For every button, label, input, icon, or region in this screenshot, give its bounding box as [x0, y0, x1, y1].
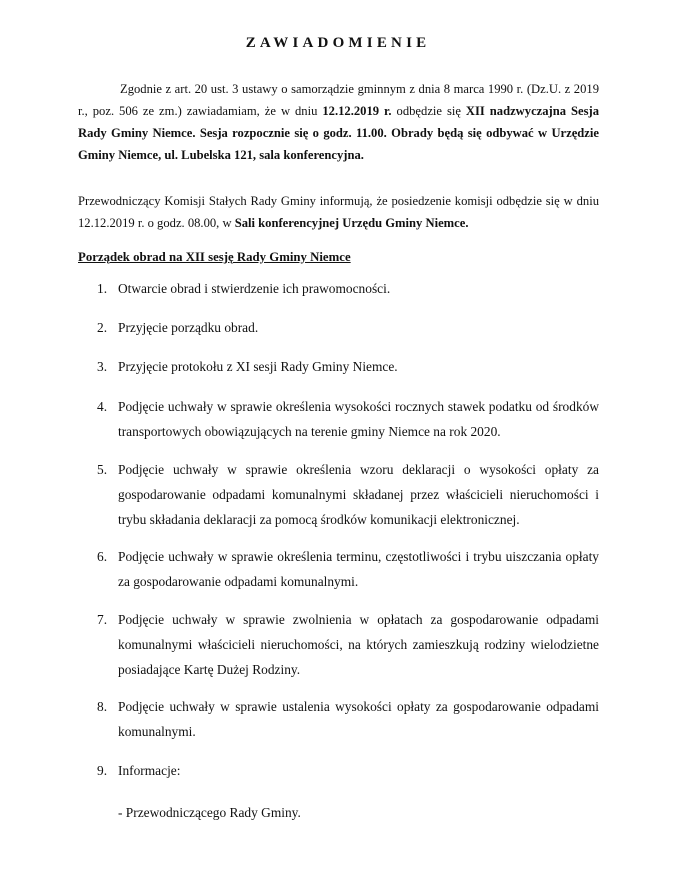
- agenda-item: [97, 394, 599, 444]
- announcement-text-2: odbędzie się: [391, 104, 466, 118]
- agenda-item-number: 1.: [97, 281, 108, 296]
- session-date: 12.12.2019 r.: [322, 104, 392, 118]
- agenda-item-text: Podjęcie uchwały w sprawie ustalenia wysokości opłaty za gospodarowanie odpadami komunalnymi.: [118, 699, 599, 739]
- agenda-item-number: 8.: [97, 699, 108, 714]
- agenda-item-number: 2.: [97, 320, 108, 335]
- agenda-item-number: 5.: [97, 462, 108, 477]
- agenda-item: [97, 694, 599, 744]
- agenda-item-text: Podjęcie uchwały w sprawie zwolnienia w opłatach za gospodarowanie odpadami komunalnymi właścicieli nieruchomości, na których zamieszkują rodziny wielodzietne posiadające Kartę Dużej Rodziny.: [118, 612, 599, 677]
- agenda-item-text: Podjęcie uchwały w sprawie określenia wysokości rocznych stawek podatku od środków transportowych obowiązujących na terenie gminy Niemce na rok 2020.: [118, 399, 599, 439]
- agenda-item: [97, 758, 599, 783]
- agenda-item: [97, 315, 599, 340]
- committee-text: Przewodniczący Komisji Stałych Rady Gminy informują, że posiedzenie komisji odbędzie się w dniu 12.12.2019 r. o godz. 08.00, w: [78, 194, 599, 230]
- committee-location: Sali konferencyjnej Urzędu Gminy Niemce.: [234, 216, 469, 230]
- agenda-item-text: Informacje:: [118, 763, 181, 778]
- agenda-heading: Porządek obrad na XII sesję Rady Gminy Niemce: [78, 250, 351, 264]
- agenda-item-number: 7.: [97, 612, 108, 627]
- agenda-item-text: Podjęcie uchwały w sprawie określenia terminu, częstotliwości i trybu uiszczania opłaty za gospodarowanie odpadami komunalnymi.: [118, 549, 599, 589]
- agenda-item: [97, 544, 599, 594]
- committee-paragraph: [78, 190, 599, 234]
- agenda-item: [97, 276, 599, 301]
- agenda-item-text: Przyjęcie porządku obrad.: [118, 320, 259, 335]
- agenda-item-text: Przyjęcie protokołu z XI sesji Rady Gminy Niemce.: [118, 359, 398, 374]
- agenda-sub-item: - Przewodniczącego Rady Gminy.: [118, 805, 301, 820]
- announcement-text-1: Zgodnie z art. 20 ust. 3 ustawy o samorządzie gminnym z dnia 8 marca 1990 r. (Dz.U. z 2019 r., poz. 506 ze zm.) zawiadamiam, że w dniu: [78, 82, 599, 118]
- agenda-item: [97, 607, 599, 682]
- agenda-item-text: Otwarcie obrad i stwierdzenie ich prawomocności.: [118, 281, 391, 296]
- agenda-item-number: 6.: [97, 549, 108, 564]
- agenda-item: [97, 457, 599, 532]
- session-details: XII nadzwyczajna Sesja Rady Gminy Niemce. Sesja rozpocznie się o godz. 11.00. Obrady będą się odbywać w Urzędzie Gminy Niemce, ul. Lubelska 121, sala konferencyjna.: [78, 104, 599, 162]
- announcement-paragraph: [78, 78, 599, 166]
- agenda-item-number: 3.: [97, 359, 108, 374]
- agenda-item-number: 9.: [97, 763, 108, 778]
- agenda-item: [97, 354, 599, 379]
- document-title: ZAWIADOMIENIE: [245, 35, 431, 51]
- agenda-item-number: 4.: [97, 399, 108, 414]
- agenda-item-text: Podjęcie uchwały w sprawie określenia wzoru deklaracji o wysokości opłaty za gospodarowanie odpadami komunalnymi składanej przez właścicieli nieruchomości i trybu składania deklaracji za pomocą środków komunikacji elektronicznej.: [118, 462, 599, 527]
